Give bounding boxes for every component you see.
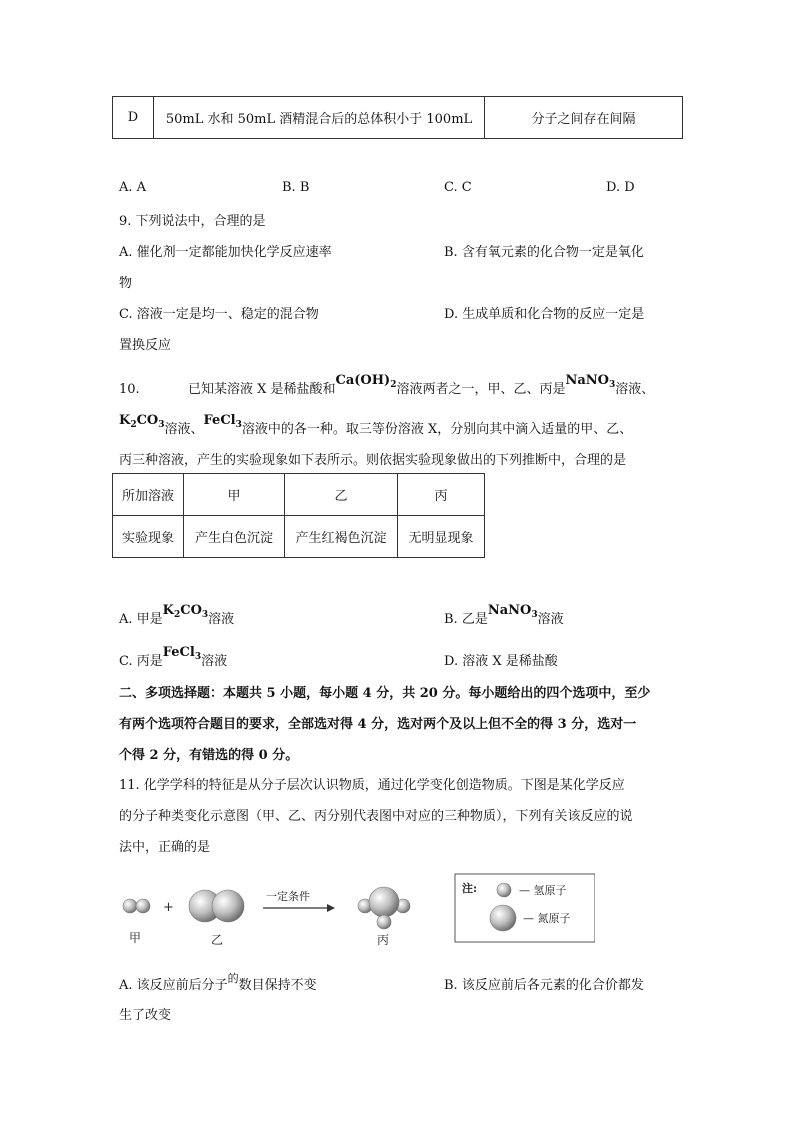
section2-line1: 二、多项选择题：本题共 5 小题，每小题 4 分，共 20 分。每小题给出的四个选项中，至少 (119, 686, 651, 701)
q10-line1: 10. 已知某溶液 X 是稀盐酸和$Ca(OH)_2$溶液两者之一，甲、乙、丙是NaNO$_3$溶液、 (119, 373, 655, 397)
q10-option-d: D. 溶液 X 是稀盐酸 (444, 654, 558, 669)
formula-nano3: NaNO$_3$ (565, 373, 616, 390)
q11-line2: 的分子种类变化示意图（甲、乙、丙分别代表图中对应的三种物质），下列有关该反应的说 (119, 809, 633, 824)
formula-caoh2: $Ca(OH)_2$ (335, 373, 397, 390)
q10-option-a: A. 甲是$K_2CO_3$溶液 (119, 603, 235, 627)
table-cell: 产生白色沉淀 (184, 516, 285, 558)
formula-k2co3: $K_2CO_3$ (119, 413, 165, 430)
header-cell: 甲 (184, 474, 285, 516)
formula-k2co3: $K_2CO_3$ (162, 603, 209, 620)
label-yi: 乙 (211, 933, 224, 947)
q8-option-d: D. D (606, 180, 635, 195)
q9-option-b-cont: 物 (119, 276, 133, 291)
legend-hydrogen: — 氢原子 (519, 884, 567, 897)
table-cell: 无明显现象 (398, 516, 485, 558)
section2-line2: 有两个选项符合题目的要求，全部选对得 4 分，选对两个及以上但不全的得 3 分，选对一 (119, 717, 637, 732)
legend-box (455, 874, 595, 942)
q9-option-d: D. 生成单质和化合物的反应一定是 (444, 307, 645, 322)
q10-result-table (112, 473, 485, 558)
arrow-condition: 一定条件 (266, 890, 310, 903)
nh3-molecule-icon (358, 887, 410, 929)
row-explanation: 分子之间存在间隔 (485, 97, 683, 139)
arrow-icon (263, 904, 335, 912)
q11-line1: 11. 化学学科的特征是从分子层次认识物质，通过化学变化创造物质。下图是某化学反应 (119, 778, 625, 793)
statement-table (112, 96, 683, 139)
plus-sign: + (163, 900, 174, 915)
q8-option-a: A. A (119, 180, 147, 195)
formula-fecl3: FeCl$_3$ (162, 645, 202, 662)
label-bing: 丙 (377, 933, 390, 947)
q11-option-b: B. 该反应前后各元素的化合价都发 (444, 978, 644, 993)
q8-option-b: B. B (282, 180, 310, 195)
q11-option-a: A. 该反应前后分子$^的$数目保持不变 (119, 972, 317, 993)
q10-number: 10. (119, 382, 140, 397)
q8-option-c: C. C (444, 180, 472, 195)
label-jia: 甲 (129, 931, 142, 945)
q11-option-b-cont: 生了改变 (119, 1008, 172, 1023)
q11-line3: 法中，正确的是 (119, 840, 211, 855)
legend-title: 注: (462, 882, 478, 895)
header-cell: 所加溶液 (113, 474, 184, 516)
q9-option-d-cont: 置换反应 (119, 338, 172, 353)
table-cell: 产生红褐色沉淀 (285, 516, 398, 558)
header-cell: 丙 (398, 474, 485, 516)
q10-line2: $K_2CO_3$溶液、FeCl$_3$溶液中的各一种。取三等份溶液 X，分别向其中滴入适量的甲、乙、 (119, 413, 633, 437)
q10-line3: 丙三种溶液，产生的实验现象如下表所示。则依据实验现象做出的下列推断中，合理的是 (119, 453, 627, 468)
formula-nano3: NaNO$_3$ (487, 603, 538, 620)
header-cell: 乙 (285, 474, 398, 516)
reaction-diagram (115, 870, 595, 950)
q9-option-b: B. 含有氧元素的化合物一定是氧化 (444, 245, 644, 260)
legend-nitrogen: — 氮原子 (523, 912, 571, 925)
q10-option-b: B. 乙是NaNO$_3$溶液 (444, 603, 564, 627)
q9-option-c: C. 溶液一定是均一、稳定的混合物 (119, 307, 319, 322)
q9-option-a: A. 催化剂一定都能加快化学反应速率 (119, 245, 332, 260)
q9-stem: 9. 下列说法中，合理的是 (119, 214, 266, 229)
section2-line3: 个得 2 分，有错选的得 0 分。 (119, 748, 299, 763)
row-label: D (113, 97, 154, 139)
row-statement: 50mL 水和 50mL 酒精混合后的总体积小于 100mL (154, 97, 485, 139)
formula-fecl3: FeCl$_3$ (203, 413, 242, 430)
table-cell: 实验现象 (113, 516, 184, 558)
n2-molecule-icon (189, 890, 244, 922)
h2-molecule-icon (123, 899, 150, 913)
q10-option-c: C. 丙是FeCl$_3$溶液 (119, 645, 228, 669)
